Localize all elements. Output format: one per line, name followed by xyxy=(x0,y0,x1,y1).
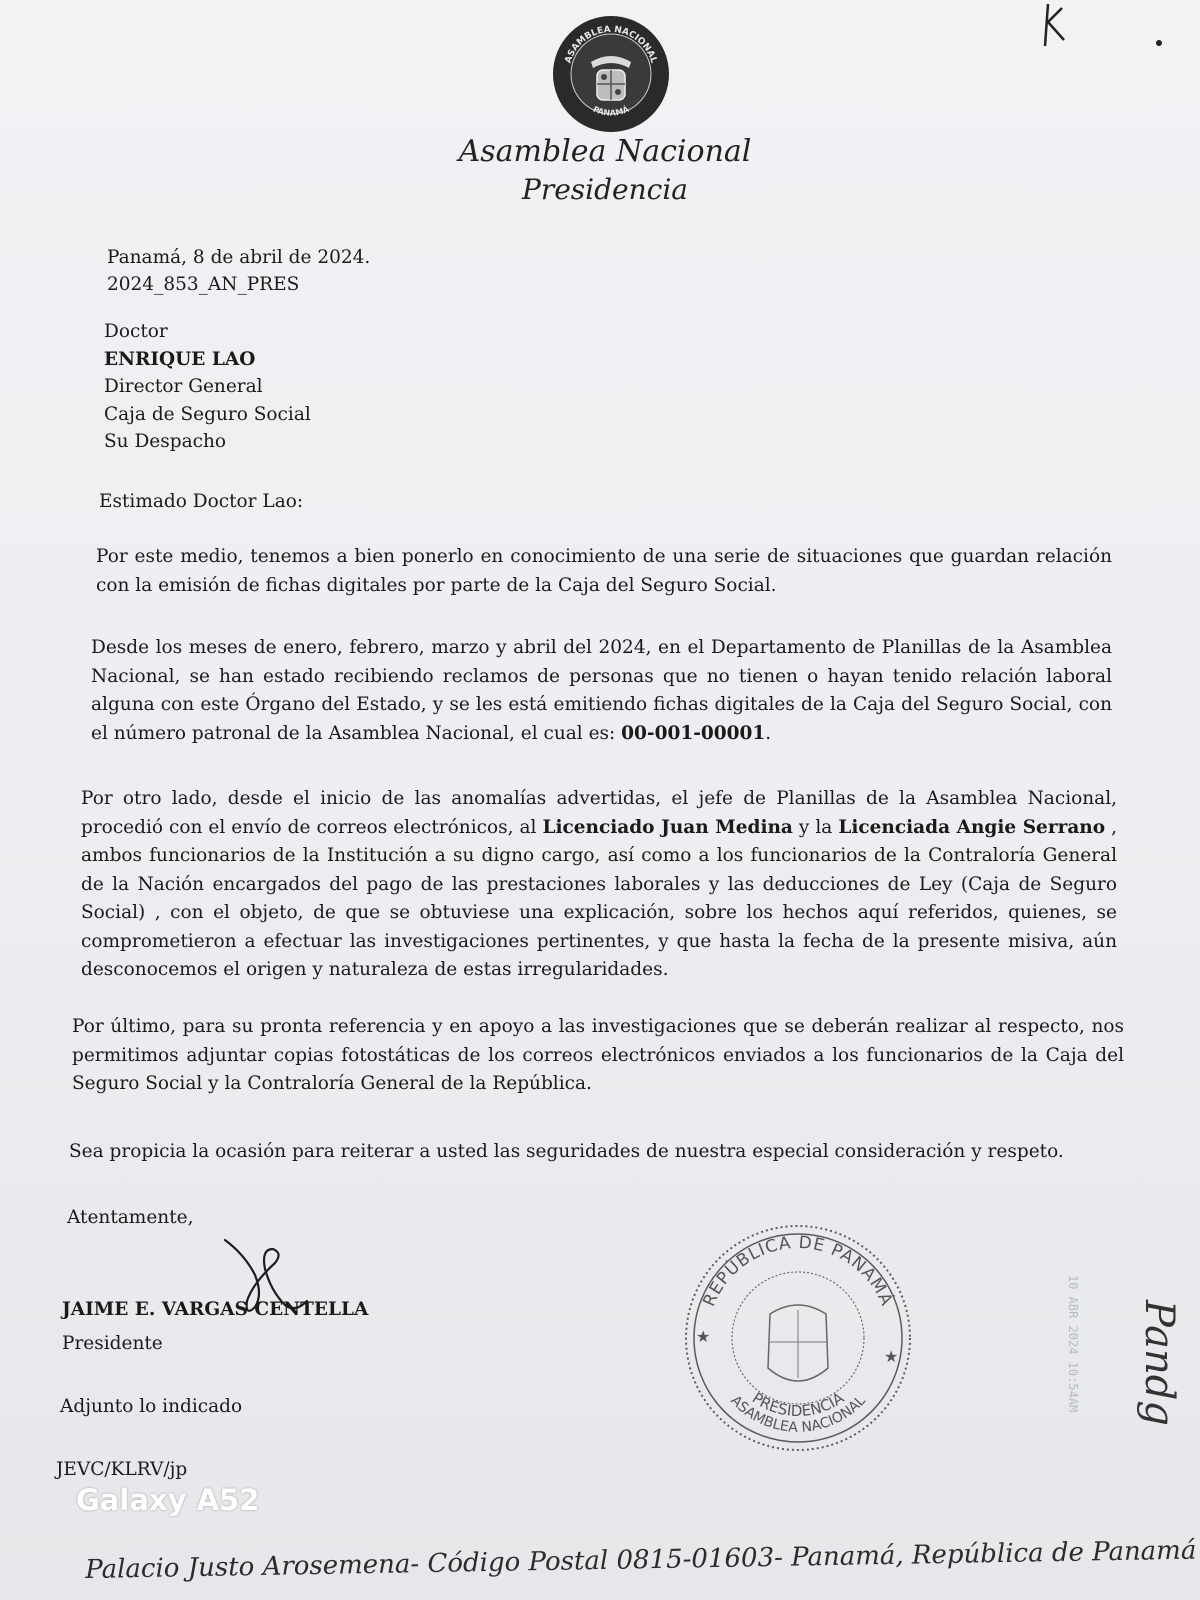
receipt-date-stamp xyxy=(1010,1275,1100,1455)
paragraph-3-part-b: y la xyxy=(798,816,833,838)
photo-watermark: Galaxy A52 xyxy=(76,1483,260,1517)
letter-reference: 2024_853_AN_PRES xyxy=(107,274,300,295)
initials: JEVC/KLRV/jp xyxy=(56,1459,188,1480)
stamp-top-text: REPÚBLICA DE PANAMÁ xyxy=(699,1232,897,1310)
paragraph-2: Desde los meses de enero, febrero, marzo y abril del 2024, en el Departamento de Planillas de la Asamblea Nacional, se han estado recibiendo reclamos de personas que no tienen o hayan tenido relación laboral alguna con este Órgano del Estado, y se les está emitiendo fichas digitales de la Caja del Seguro Social, con el número patronal de la Asamblea Nacional, el cual es: 00-001-00001. xyxy=(91,637,1112,744)
official-2: Licenciada Angie Serrano xyxy=(838,816,1106,838)
paragraph-1: Por este medio, tenemos a bien ponerlo en conocimiento de una serie de situaciones que guardan relación con la emisión de fichas digitales por parte de la Caja del Seguro Social. xyxy=(96,546,1112,596)
letter-date: Panamá, 8 de abril de 2024. xyxy=(107,247,371,268)
footer-address: Palacio Justo Arosemena- Código Postal 0815-01603- Panamá, República de Panamá xyxy=(85,1535,1197,1585)
recipient-address xyxy=(104,318,311,456)
paragraph-3-part-c: , ambos funcionarios de la Institución a su digno cargo, así como a los funcionarios de la Contraloría General de la Nación encargados del pago de las prestaciones laborales y las deducciones de Ley (Caja de Seguro Social) , con el objeto, de que se obtuviese una explicación, sobre los hechos aquí referidos, quienes, se comprometieron a efectuar las investigaciones pertinentes, y que hasta la fecha de la presente misiva, aún desconocemos el origen y naturaleza de estas irregularidades. xyxy=(81,816,1117,980)
paragraph-3-part-a: Por otro lado, desde el inicio de las anomalías advertidas, el jefe de Planillas de la Asamblea Nacional, procedió con el envío de correos electrónicos, al xyxy=(81,788,1117,838)
recipient-name: ENRIQUE LAO xyxy=(104,348,256,370)
official-1: Licenciado Juan Medina xyxy=(542,816,793,838)
employer-number: 00-001-00001 xyxy=(621,722,766,744)
handwritten-note-text: Pandg xyxy=(1136,1300,1182,1426)
recipient-office: Su Despacho xyxy=(104,431,227,452)
stamp-bottom-text-2: ASAMBLEA NACIONAL xyxy=(727,1392,869,1436)
seal-bottom-text: PANAMÁ xyxy=(591,104,631,118)
presidency-stamp-icon xyxy=(678,1218,918,1458)
ink-dot xyxy=(1155,39,1163,47)
recipient-institution: Caja de Seguro Social xyxy=(104,403,311,425)
svg-text:★: ★ xyxy=(696,1327,711,1346)
handwritten-mark-icon xyxy=(1040,0,1100,50)
paragraph-3 xyxy=(81,785,1117,985)
svg-text:REPÚBLICA DE PANAMÁ xyxy=(699,1233,898,1310)
signatory-name: JAIME E. VARGAS CENTELLA xyxy=(62,1299,369,1320)
letterhead-title: Asamblea Nacional xyxy=(458,134,752,169)
letterhead xyxy=(440,132,770,208)
paragraph-5: Sea propicia la ocasión para reiterar a usted las seguridades de nuestra especial consideración y respeto. xyxy=(69,1141,1064,1162)
date-block xyxy=(107,244,370,298)
receipt-date-text: 10 ABR 2024 10:54AM xyxy=(1066,1275,1080,1413)
closing: Atentamente, xyxy=(67,1207,194,1228)
letterhead-subtitle: Presidencia xyxy=(522,173,688,206)
assembly-seal-icon xyxy=(551,14,671,134)
signatory-role: Presidente xyxy=(62,1333,163,1354)
greeting: Estimado Doctor Lao: xyxy=(99,491,304,512)
recipient-position: Director General xyxy=(104,376,263,397)
paragraph-4: Por último, para su pronta referencia y en apoyo a las investigaciones que se deberán realizar al respecto, nos permitimos adjuntar copias fotostáticas de los correos electrónicos enviados a los funcionarios de la Caja del Seguro Social y la Contraloría General de la República. xyxy=(72,1016,1124,1094)
recipient-title: Doctor xyxy=(104,321,168,342)
svg-text:★: ★ xyxy=(884,1347,899,1366)
paragraph-2-text: Desde los meses de enero, febrero, marzo y abril del 2024, en el Departamento de Planillas de la Asamblea Nacional, se han estado recibiendo reclamos de personas que no tienen o hayan tenido relación laboral alguna con este Órgano del Estado, y se les está emitiendo fichas digitales de la Caja del Seguro Social, con el número patronal de la Asamblea Nacional, el cual es: xyxy=(91,637,1112,744)
seal-top-text: ASAMBLEA NACIONAL xyxy=(563,24,659,65)
stamp-bottom-text: PRESIDENCIA xyxy=(748,1388,848,1421)
handwritten-note xyxy=(1120,1300,1190,1460)
attachment-note: Adjunto lo indicado xyxy=(60,1396,243,1417)
